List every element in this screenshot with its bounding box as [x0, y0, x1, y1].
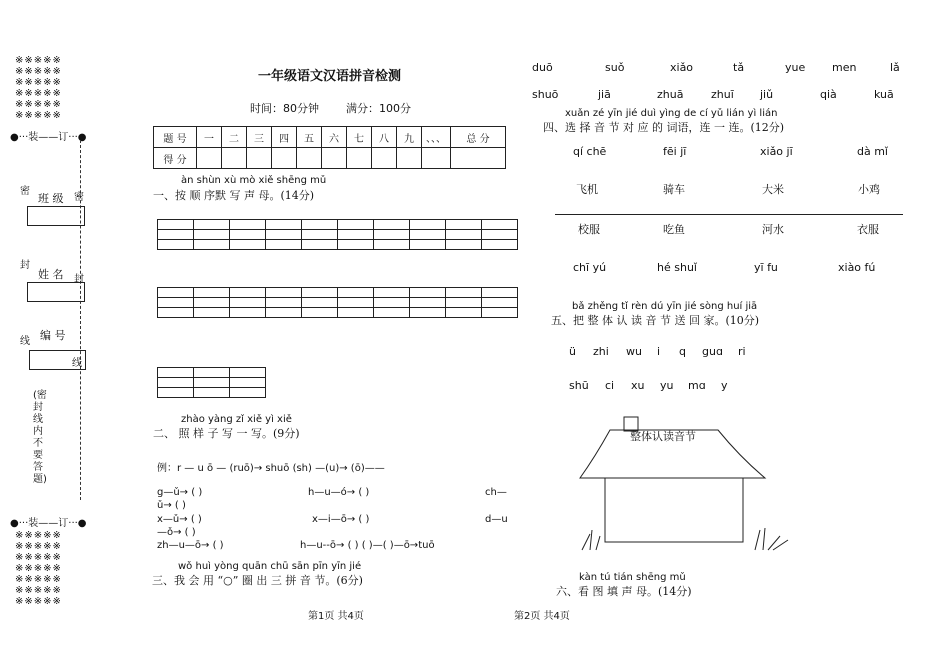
seal-xian: 线 [20, 336, 30, 347]
q2-item-du[interactable]: d—u [485, 514, 508, 525]
q5-heading: 五、把 整 体 认 读 音 节 送 回 家。(10分) [551, 314, 760, 327]
q3-word[interactable]: tǎ [733, 61, 745, 74]
q5-syllable[interactable]: xu [631, 379, 645, 392]
q4-heading: 四、选 择 音 节 对 应 的 词语，连 一 连。(12分) [543, 121, 785, 134]
score-header-cell: 总 分 [451, 127, 506, 148]
q5-syllable[interactable]: y [721, 379, 728, 392]
q4-word[interactable]: 衣服 [857, 223, 879, 236]
q2-item-g[interactable]: g—ǔ→ ( ) [157, 487, 203, 498]
q5-syllable[interactable]: wu [626, 345, 642, 358]
q2-item-x[interactable]: x—ǔ→ ( ) [157, 514, 202, 525]
score-header-cell: 二 [222, 127, 247, 148]
q2-heading: 二、 照 样 子 写 一 写。(9分) [153, 427, 300, 440]
q3-word[interactable]: yue [785, 61, 806, 74]
q5-syllable[interactable]: zhi [593, 345, 609, 358]
decor-asterisks-bottom: ※※※※※ ※※※※※ ※※※※※ ※※※※※ ※※※※※ ※※※※※ ※※※※※ [15, 530, 62, 607]
q1-pinyin: àn shùn xù mò xiě shēng mǔ [181, 175, 327, 186]
binding-warning: (密封线内不要答题) [33, 390, 47, 485]
q5-pinyin: bǎ zhěng tǐ rèn dú yīn jié sòng huí jiā [572, 301, 758, 312]
q1-writing-grid-1[interactable] [157, 219, 518, 250]
binding-line-top: ●···装——订···● [10, 132, 87, 143]
score-header-cell: 九 [397, 127, 422, 148]
score-row-label: 得 分 [154, 148, 197, 169]
score-header-cell: 、、、 [422, 127, 451, 148]
name-label: 姓 名 [38, 268, 64, 281]
q4-word[interactable]: 河水 [762, 223, 784, 236]
q2-item-huo-2[interactable]: h—u--ō→ ( ) ( )—( )—ō→tuō [300, 540, 435, 551]
q4-word[interactable]: 小鸡 [858, 183, 880, 196]
page-footer-2: 第2页 共4页 [514, 611, 570, 622]
q3-word[interactable]: suǒ [605, 61, 625, 74]
q5-syllable[interactable]: ci [605, 379, 615, 392]
name-field[interactable] [27, 282, 85, 302]
q2-item-xio[interactable]: x—i—ō→ ( ) [312, 514, 370, 525]
q3-word[interactable]: duō [532, 61, 553, 74]
q5-syllable[interactable]: ri [738, 345, 746, 358]
q4-pinyin-option[interactable]: hé shuǐ [657, 261, 697, 274]
q3-word[interactable]: zhuī [711, 88, 734, 101]
seal-xian-2: 线 [72, 358, 82, 369]
q3-word[interactable]: zhuā [657, 88, 684, 101]
q4-pinyin-option[interactable]: yī fu [754, 261, 778, 274]
score-cell[interactable] [222, 148, 247, 169]
q4-pinyin-option[interactable]: qí chē [573, 145, 607, 158]
score-table [153, 126, 506, 169]
q2-pinyin: zhào yàng zǐ xiě yì xiě [181, 414, 292, 425]
q5-syllable[interactable]: mɑ [688, 379, 706, 392]
q6-heading: 六、看 图 填 声 母。(14分) [556, 585, 692, 598]
score-cell[interactable] [297, 148, 322, 169]
seal-mi-2: 密 [74, 192, 84, 203]
q5-syllable[interactable]: q [679, 345, 686, 358]
seal-mi: 密 [20, 186, 30, 197]
q3-word[interactable]: xiǎo [670, 61, 694, 74]
score-cell[interactable] [247, 148, 272, 169]
q3-word[interactable]: kuā [874, 88, 894, 101]
class-label: 班 级 [38, 192, 64, 205]
score-header-cell: 题 号 [154, 127, 197, 148]
seal-feng-2: 封 [74, 274, 84, 285]
q5-syllable[interactable]: ü [569, 345, 576, 358]
q2-item-ch[interactable]: ch— [485, 487, 507, 498]
score-cell[interactable] [322, 148, 347, 169]
q4-pinyin-option[interactable]: xiào fú [838, 261, 876, 274]
q2-item-ch-cont[interactable]: ǔ→ ( ) [157, 500, 186, 511]
score-header-cell: 五 [297, 127, 322, 148]
page-title: 一年级语文汉语拼音检测 [258, 69, 402, 84]
score-header-cell: 四 [272, 127, 297, 148]
q5-syllable[interactable]: i [657, 345, 661, 358]
q3-word[interactable]: shuō [532, 88, 559, 101]
decor-asterisks-top: ※※※※※ ※※※※※ ※※※※※ ※※※※※ ※※※※※ ※※※※※ [15, 55, 62, 121]
q4-pinyin: xuǎn zé yīn jié duì yìng de cí yǔ lián yì lián [565, 108, 778, 119]
q2-example: 例：r — u ō — (ruō)→ shuō (sh) —(u)→ (ō)—— [157, 463, 385, 474]
score-cell[interactable] [197, 148, 222, 169]
q5-syllable[interactable]: yu [660, 379, 674, 392]
exam-time: 时间：80分钟 [250, 102, 319, 115]
q6-pinyin: kàn tú tián shēng mǔ [579, 572, 686, 583]
page-footer-1: 第1页 共4页 [308, 611, 364, 622]
q1-heading: 一、按 顺 序默 写 声 母。(14分) [153, 189, 315, 202]
q4-pinyin-option[interactable]: fēi jī [663, 145, 687, 158]
score-header-cell: 一 [197, 127, 222, 148]
q5-syllable[interactable]: shū [569, 379, 589, 392]
q5-syllable[interactable]: guɑ [702, 345, 723, 358]
q4-word[interactable]: 校服 [578, 223, 600, 236]
q3-word[interactable]: jiǔ [760, 88, 774, 101]
score-header-cell: 六 [322, 127, 347, 148]
score-header-cell: 七 [347, 127, 372, 148]
q4-word[interactable]: 大米 [762, 183, 784, 196]
q4-pinyin-option[interactable]: xiǎo jī [760, 145, 793, 158]
q3-word[interactable]: lǎ [890, 61, 900, 74]
q2-item-zh[interactable]: zh—u—ō→ ( ) [157, 540, 224, 551]
score-cell[interactable] [372, 148, 397, 169]
q4-word[interactable]: 骑车 [663, 183, 685, 196]
q2-item-du-cont[interactable]: —ǒ→ ( ) [157, 527, 196, 538]
q4-divider [555, 214, 903, 215]
q4-pinyin-option[interactable]: chī yú [573, 261, 607, 274]
q4-pinyin-option[interactable]: dà mǐ [857, 145, 888, 158]
house-label: 整体认读音节 [630, 430, 696, 443]
score-cell[interactable] [272, 148, 297, 169]
q4-word[interactable]: 飞机 [576, 183, 598, 196]
score-cell[interactable] [422, 148, 451, 169]
q3-word[interactable]: qià [820, 88, 837, 101]
binding-line-bottom: ●···装——订···● [10, 518, 87, 529]
exam-full-score: 满分：100分 [346, 102, 411, 115]
q4-word[interactable]: 吃鱼 [663, 223, 685, 236]
q1-writing-grid-3[interactable] [157, 367, 266, 398]
number-label: 编 号 [40, 329, 66, 342]
score-header-cell: 三 [247, 127, 272, 148]
score-cell[interactable] [397, 148, 422, 169]
score-cell[interactable] [347, 148, 372, 169]
q3-word[interactable]: jiā [598, 88, 611, 101]
seal-feng: 封 [20, 260, 30, 271]
score-cell[interactable] [451, 148, 506, 169]
q2-item-huo[interactable]: h—u—ó→ ( ) [308, 487, 370, 498]
q3-pinyin: wǒ huì yòng quān chū sān pīn yīn jié [178, 561, 362, 572]
q3-word[interactable]: men [832, 61, 857, 74]
score-header-cell: 八 [372, 127, 397, 148]
q3-heading: 三、我 会 用 “○” 圈 出 三 拼 音 节。(6分) [152, 574, 363, 587]
class-field[interactable] [27, 206, 85, 226]
q1-writing-grid-2[interactable] [157, 287, 518, 318]
